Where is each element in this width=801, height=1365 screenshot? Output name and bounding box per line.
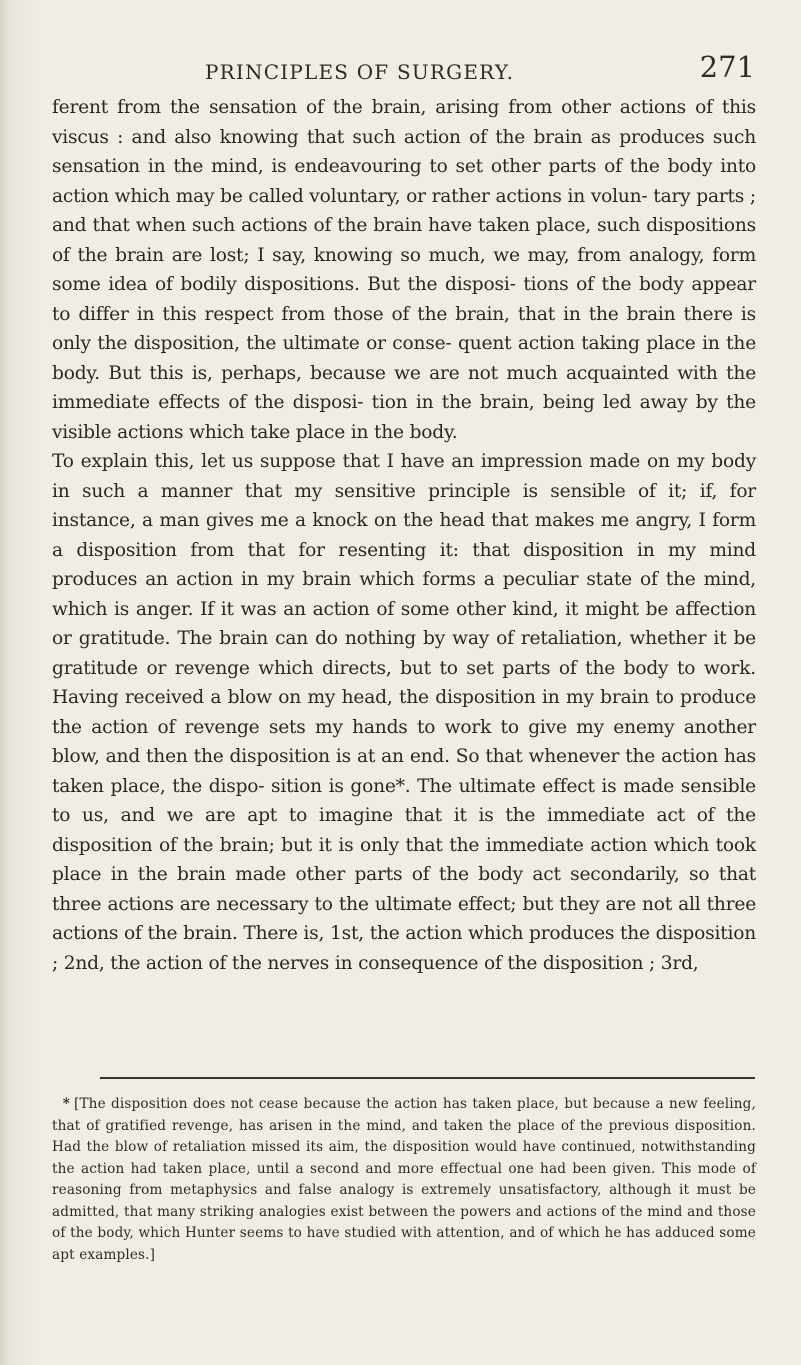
paragraph: To explain this, let us suppose that I have an impression made on my body in such a manner that my sensitive principle is sensible of it; if, for instance, a man gives me a knock on the head that makes me angry, I form a disposition from that for resenting it: that disposition in my mind produces an action in my brain which forms a peculiar state of the mind, which is anger. If it was an action of some other kind, it might be affection or gratitude. The brain can do nothing by way of retaliation, whether it be gratitude or revenge which directs, but to set parts of the body to work. Having received a blow on my head, the disposition in my brain to produce the action of revenge sets my hands to work to give my enemy another blow, and then the disposition is at an end. So that whenever the action has taken place, the dispo- sition is gone*. The ultimate effect is made sensible to us, and we are apt to imagine that it is the immediate act of the disposition of the brain; but it is only that the immediate action which took place in the brain made other parts of the body act secondarily, so that three actions are necessary to the ultimate effect; but they are not all three actions of the brain. There is, 1st, the action which produces the disposition ; 2nd, the action of the nerves in consequence of the disposition ; 3rd, (52, 451, 756, 974)
main-text (52, 93, 756, 978)
footnote (52, 1094, 756, 1266)
page-number: 271 (699, 50, 755, 84)
paragraph-continued: ferent from the sensation of the brain, arising from other actions of this viscus : and also knowing that such action of the brain as produces such sensation in the mind, is endeavouring to set other parts of the body into action which may be called voluntary, or rather actions in volun- tary parts ; and that when such actions of the brain have taken place, such dispositions of the brain are lost; I say, knowing so much, we may, from analogy, form some idea of bodily dispositions. But the disposi- tions of the body appear to differ in this respect from those of the brain, that in the brain there is only the disposition, the ultimate or conse- quent action taking place in the body. But this is, perhaps, because we are not much acquainted with the immediate effects of the disposi- tion in the brain, being led away by the visible actions which take place in the body. (52, 97, 756, 443)
page-header (175, 50, 755, 90)
running-head: PRINCIPLES OF SURGERY. (205, 60, 515, 84)
footnote-rule (100, 1077, 755, 1079)
footnote-marker: * (62, 1096, 70, 1112)
footnote-text: [The disposition does not cease because the action has taken place, but because a new feeling, that of gratified revenge, has arisen in the mind, and taken the place of the previous disposition. Had the blow of retaliation missed its aim, the disposition would have continued, notwithstanding the action had taken place, until a second and more effectual one had been given. This mode of reasoning from metaphysics and false analogy is extremely unsatisfactory, although it must be admitted, that many striking analogies exist between the powers and actions of the mind and those of the body, which Hunter seems to have studied with attention, and of which he has adduced some apt examples.] (52, 1096, 756, 1263)
